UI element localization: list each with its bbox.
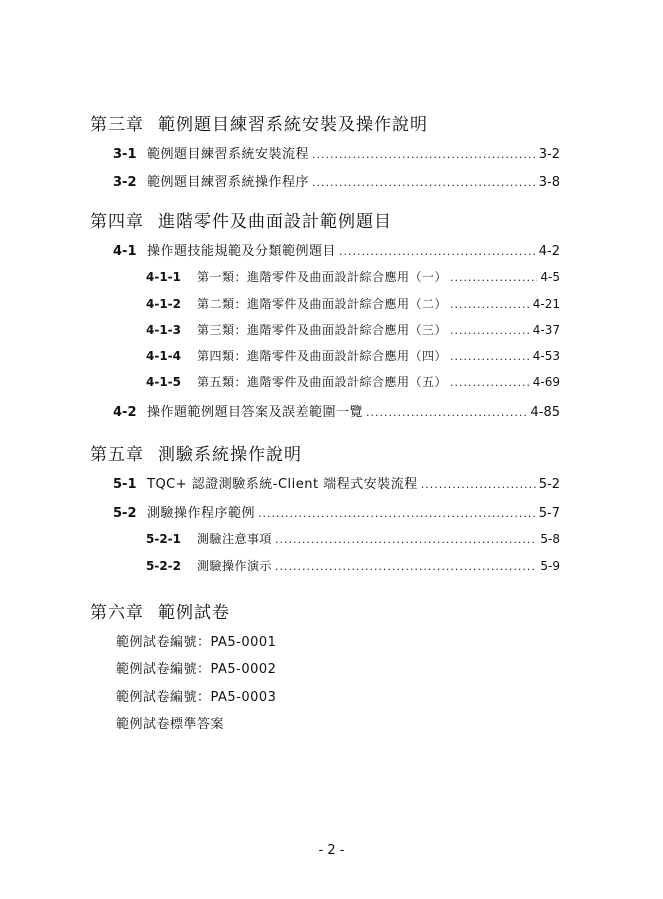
page-number: - 2 - — [318, 843, 345, 858]
sample-paper-item[interactable]: 範例試卷編號：PA5-0001 — [116, 635, 277, 650]
page-reference: 4-69 — [532, 375, 560, 389]
page-reference: 4-2 — [538, 244, 560, 259]
subsection-title: 第三類：進階零件及曲面設計綜合應用（三） — [197, 323, 448, 337]
page-reference: 4-53 — [532, 349, 560, 363]
toc-subentry[interactable] — [146, 347, 560, 364]
dot-leader — [275, 560, 537, 573]
dot-leader — [450, 324, 530, 337]
page-reference: 4-21 — [532, 297, 560, 311]
section-number: 5-1 — [113, 477, 137, 492]
page-reference: 4-85 — [530, 405, 560, 420]
dot-leader — [421, 478, 536, 491]
dot-leader — [312, 176, 536, 189]
page-reference: 3-2 — [538, 147, 560, 162]
subsection-title: 測驗注意事項 — [197, 532, 273, 546]
section-title: 操作題範例題目答案及誤差範圍一覽 — [147, 405, 364, 420]
chapter-title: 進階零件及曲面設計範例題目 — [158, 212, 392, 232]
section-number: 5-2 — [113, 506, 137, 521]
section-number: 4-2 — [113, 405, 137, 420]
subsection-number: 4-1-4 — [146, 349, 182, 363]
toc-entry[interactable] — [113, 143, 560, 162]
page-reference: 4-37 — [532, 323, 560, 337]
section-title: 操作題技能規範及分類範例題目 — [147, 244, 337, 259]
sample-answer-item[interactable]: 範例試卷標準答案 — [116, 717, 225, 732]
subsection-title: 第一類：進階零件及曲面設計綜合應用（一） — [197, 270, 448, 284]
chapter-heading — [90, 110, 428, 135]
page-reference: 3-8 — [538, 175, 560, 190]
subsection-title: 第五類：進階零件及曲面設計綜合應用（五） — [197, 375, 448, 389]
sample-paper-item[interactable]: 範例試卷編號：PA5-0002 — [116, 662, 277, 677]
subsection-number: 5-2-2 — [146, 559, 182, 573]
subsection-number: 4-1-2 — [146, 297, 182, 311]
subsection-title: 第二類：進階零件及曲面設計綜合應用（二） — [197, 297, 448, 311]
page-reference: 5-2 — [538, 477, 560, 492]
dot-leader — [366, 406, 527, 419]
subsection-title: 第四類：進階零件及曲面設計綜合應用（四） — [197, 349, 448, 363]
dot-leader — [450, 350, 530, 363]
dot-leader — [450, 376, 530, 389]
chapter-heading — [90, 598, 230, 623]
chapter-heading — [90, 440, 302, 465]
section-number: 4-1 — [113, 244, 137, 259]
chapter-number: 第五章 — [90, 445, 144, 465]
dot-leader — [339, 245, 536, 258]
subsection-number: 5-2-1 — [146, 532, 182, 546]
sample-paper-item[interactable]: 範例試卷編號：PA5-0003 — [116, 690, 277, 705]
toc-entry[interactable] — [113, 502, 560, 521]
toc-subentry[interactable] — [146, 530, 560, 547]
chapter-title: 測驗系統操作說明 — [158, 445, 302, 465]
section-number: 3-2 — [113, 175, 137, 190]
subsection-number: 4-1-5 — [146, 375, 182, 389]
section-title: 測驗操作程序範例 — [147, 506, 256, 521]
section-title: 範例題目練習系統安裝流程 — [147, 147, 310, 162]
chapter-number: 第六章 — [90, 603, 144, 623]
toc-subentry[interactable] — [146, 295, 560, 312]
chapter-heading — [90, 207, 392, 232]
subsection-number: 4-1-1 — [146, 270, 182, 284]
chapter-number: 第三章 — [90, 115, 144, 135]
page-reference: 5-7 — [538, 506, 560, 521]
dot-leader — [312, 148, 536, 161]
toc-entry[interactable] — [113, 171, 560, 190]
dot-leader — [275, 533, 537, 546]
section-number: 3-1 — [113, 147, 137, 162]
toc-subentry[interactable] — [146, 557, 560, 574]
toc-subentry[interactable] — [146, 373, 560, 390]
dot-leader — [450, 271, 537, 284]
dot-leader — [258, 507, 536, 520]
toc-entry[interactable] — [113, 401, 560, 420]
section-title: 範例題目練習系統操作程序 — [147, 175, 310, 190]
toc-entry[interactable] — [113, 473, 560, 492]
section-title: TQC+ 認證測驗系統-Client 端程式安裝流程 — [147, 477, 418, 492]
chapter-title: 範例題目練習系統安裝及操作說明 — [158, 115, 428, 135]
dot-leader — [450, 298, 530, 311]
page-reference: 5-9 — [540, 559, 560, 573]
toc-entry[interactable] — [113, 240, 560, 259]
toc-subentry[interactable] — [146, 268, 560, 285]
chapter-number: 第四章 — [90, 212, 144, 232]
chapter-title: 範例試卷 — [158, 603, 230, 623]
subsection-title: 測驗操作演示 — [197, 559, 273, 573]
subsection-number: 4-1-3 — [146, 323, 182, 337]
page-reference: 5-8 — [540, 532, 560, 546]
toc-subentry[interactable] — [146, 321, 560, 338]
page-reference: 4-5 — [540, 270, 560, 284]
